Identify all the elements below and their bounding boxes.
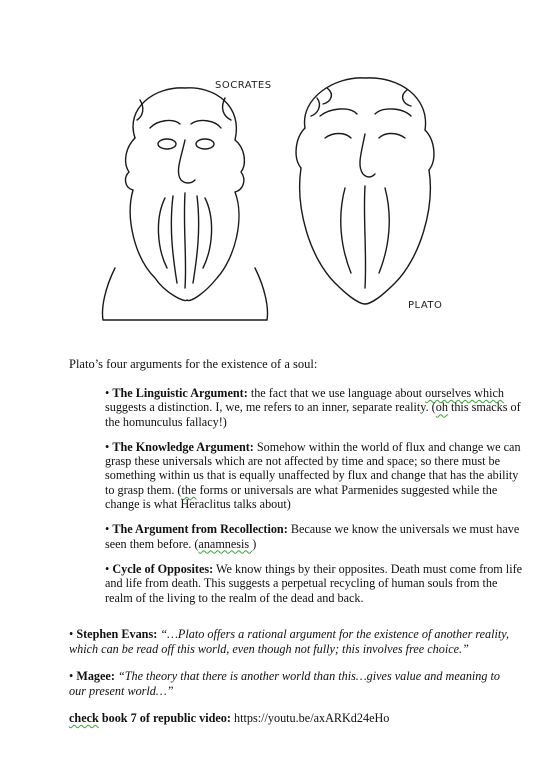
argument-text: Somehow within the world of flux and change we can grasp these universals which are not affected by time and space; so there must be something within us that is equally unaffected by flux and change that has the ability to grasp them. ( [105, 439, 521, 497]
check-label: book 7 of republic video: [98, 711, 231, 725]
bullet: • [69, 669, 77, 683]
plato-bust [296, 78, 434, 304]
spellcheck-text: anamnesis [198, 536, 253, 551]
bullet: • [69, 627, 77, 641]
spellcheck-text: ourselves which [425, 386, 504, 400]
quote-text: “…Plato offers a rational argument for the existence of another reality, which can be read off this world, even though not fully; this involves free choice.” [69, 627, 510, 656]
quote-author: Magee: [76, 669, 115, 683]
argument-text: this smacks of the homunculus fallacy!) [105, 400, 521, 429]
argument-text: suggests a distinction. I, we, me refers to an inner, separate reality. ( [105, 400, 436, 415]
argument-title: The Linguistic Argument: [112, 386, 248, 400]
bullet: • [105, 522, 113, 537]
bullet: • [105, 561, 113, 576]
argument-opposites [105, 562, 525, 605]
intro-heading: Plato’s four arguments for the existence of a soul: [69, 357, 318, 371]
quote-author: Stephen Evans: [76, 627, 158, 641]
argument-title: The Knowledge Argument: [112, 439, 254, 454]
argument-text: We know things by their opposites. Death must come from life and life from death. This suggests a perpetual recycling of human souls from the realm of the living to the realm of the dead and back. [105, 561, 523, 605]
bullet: • [105, 386, 113, 400]
socrates-bust [103, 88, 268, 320]
argument-linguistic [105, 386, 525, 429]
socrates-label: SOCRATES [215, 80, 272, 91]
argument-text: forms or universals are what Parmenides suggested while the change is what Heraclitus talks about) [105, 482, 498, 512]
philosophers-illustration [95, 68, 445, 330]
argument-text: the fact that we use language about [247, 386, 426, 400]
plato-label: PLATO [408, 300, 443, 311]
argument-recollection [105, 522, 525, 551]
quote-stephen-evans [69, 627, 519, 656]
quote-text: “The theory that there is another world than this…gives value and meaning to our present world…” [69, 669, 501, 698]
bullet: • [105, 439, 113, 454]
argument-text: ) [252, 536, 257, 551]
spellcheck-text: the [181, 482, 197, 497]
check-word: check [69, 711, 99, 725]
video-link[interactable]: https://youtu.be/axARKd24eHo [230, 711, 390, 725]
quote-magee [69, 669, 519, 698]
video-reference [69, 711, 389, 726]
argument-text: Because we know the universals we must have seen them before. ( [105, 522, 520, 551]
arguments-list [105, 386, 525, 616]
spellcheck-text: oh [435, 400, 448, 415]
argument-knowledge [105, 440, 525, 511]
argument-title: The Argument from Recollection: [112, 522, 288, 537]
argument-title: Cycle of Opposites: [112, 561, 214, 576]
